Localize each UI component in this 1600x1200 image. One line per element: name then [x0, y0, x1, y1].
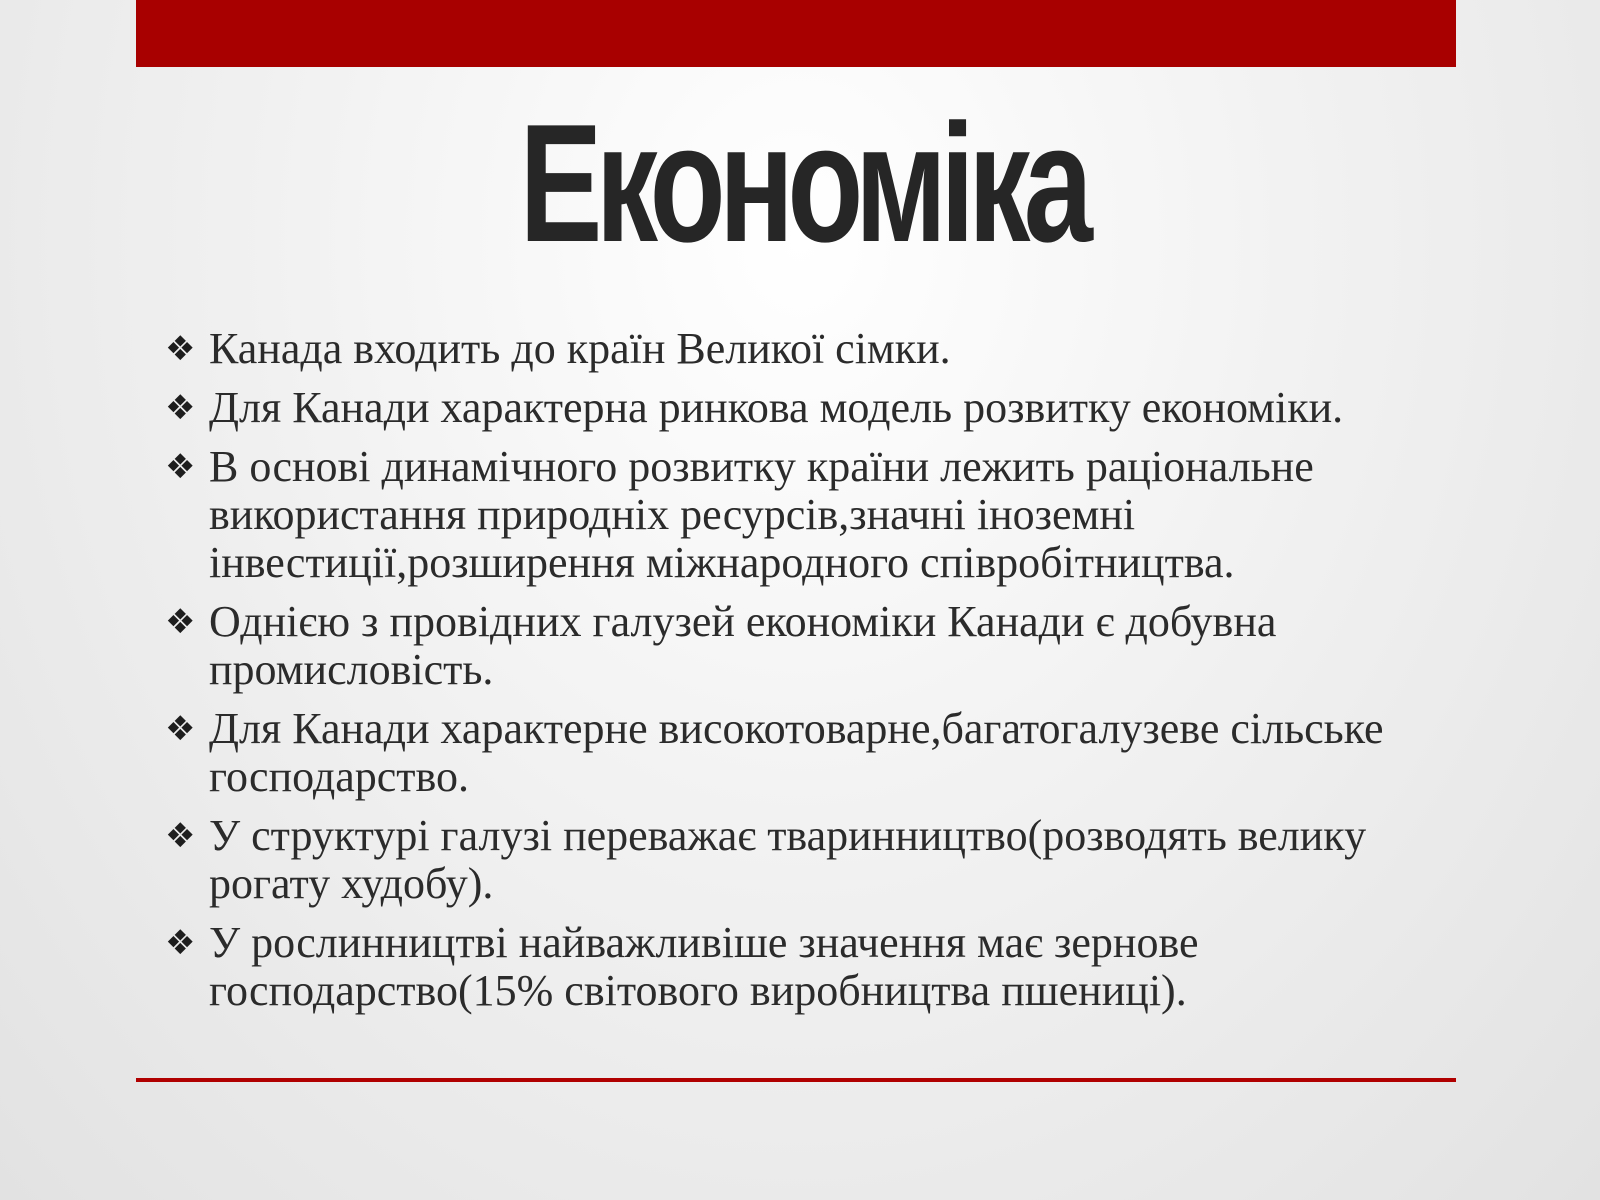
four-diamond-bullet-icon: ❖: [165, 388, 196, 428]
bullet-text: У рослинництві найважливіше значення має зернове господарство(15% світового виробництва пшениці).: [209, 918, 1199, 1015]
bullet-text: Для Канади характерне високотоварне,багатогалузеве сільське господарство.: [209, 704, 1384, 801]
four-diamond-bullet-icon: ❖: [165, 447, 196, 487]
four-diamond-bullet-icon: ❖: [165, 329, 196, 369]
four-diamond-bullet-icon: ❖: [165, 816, 196, 856]
bullet-item: [165, 812, 1465, 908]
slide-title: Економіка: [519, 89, 1087, 277]
bullet-text: Канада входить до країн Великої сімки.: [209, 324, 951, 373]
bullet-text: Для Канади характерна ринкова модель розвитку економіки.: [209, 383, 1344, 432]
bottom-divider-line: [136, 1078, 1456, 1082]
bullet-item: [165, 443, 1465, 587]
bullet-text: В основі динамічного розвитку країни лежить раціональне використання природніх ресурсів,значні іноземні інвестиції,розширення міжнародного співробітництва.: [209, 442, 1314, 587]
bullet-item: [165, 598, 1465, 694]
four-diamond-bullet-icon: ❖: [165, 602, 196, 642]
bullet-item: [165, 325, 1465, 373]
bullet-list: [165, 325, 1465, 1026]
bullet-item: [165, 384, 1465, 432]
four-diamond-bullet-icon: ❖: [165, 709, 196, 749]
bullet-item: [165, 919, 1465, 1015]
bullet-text: Однією з провідних галузей економіки Канади є добувна промисловість.: [209, 597, 1277, 694]
bullet-text: У структурі галузі переважає тваринництво(розводять велику рогату худобу).: [209, 811, 1367, 908]
four-diamond-bullet-icon: ❖: [165, 923, 196, 963]
bullet-item: [165, 705, 1465, 801]
top-accent-bar: [136, 0, 1456, 67]
